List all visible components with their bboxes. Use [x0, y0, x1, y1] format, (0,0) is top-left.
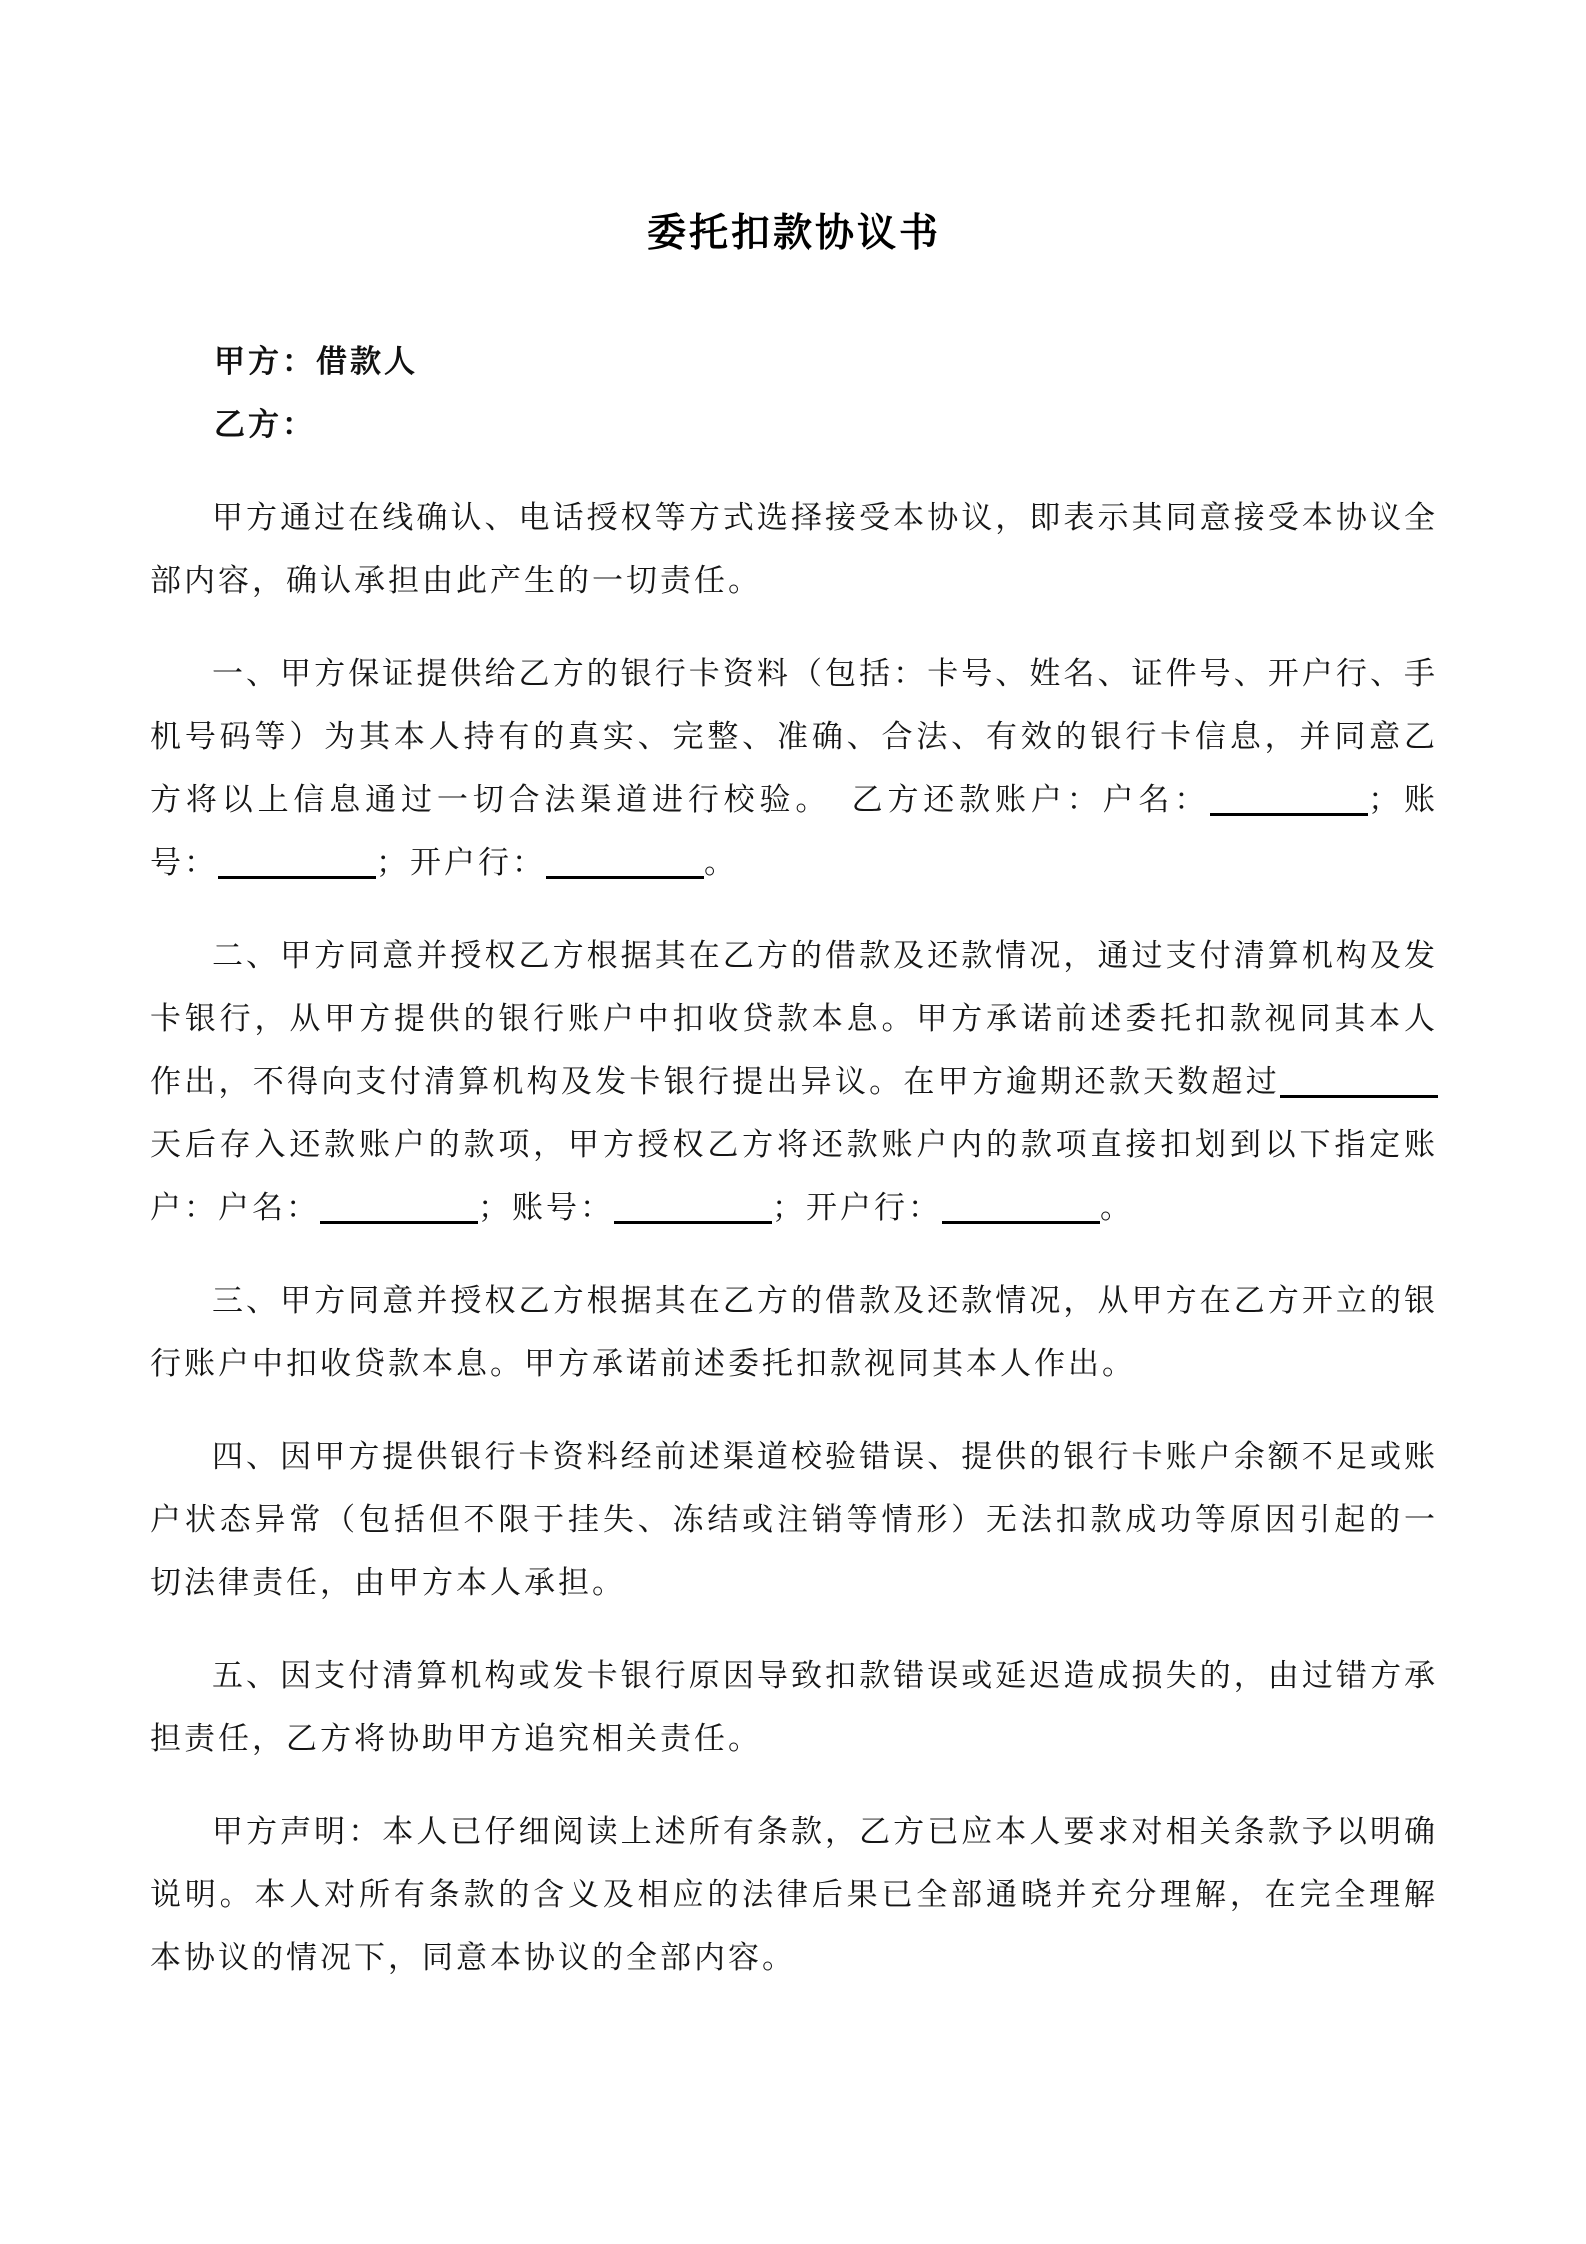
- paragraph-party-a-declaration: [150, 1800, 1438, 1989]
- paragraph-text: 天后存入还款账户的款项，甲方授权乙方将还款账户内的款项直接扣划到以下指定账户：户名：: [150, 1127, 1438, 1225]
- fill-in-blank: [320, 1193, 478, 1224]
- paragraph-text: ；开户行：: [376, 845, 546, 880]
- paragraph-clause-4: [150, 1425, 1438, 1614]
- paragraph-acceptance-intro: [150, 486, 1438, 612]
- party-b-line: 乙方：: [214, 407, 316, 442]
- paragraph-clause-1: [150, 642, 1438, 894]
- fill-in-blank: [546, 848, 704, 879]
- paragraph-text: 五、因支付清算机构或发卡银行原因导致扣款错误或延迟造成损失的，由过错方承担责任，乙方将协助甲方追究相关责任。: [150, 1658, 1438, 1756]
- paragraph-clause-5: [150, 1644, 1438, 1770]
- paragraph-text: 甲方声明：本人已仔细阅读上述所有条款，乙方已应本人要求对相关条款予以明确说明。本人对所有条款的含义及相应的法律后果已全部通晓并充分理解，在完全理解本协议的情况下，同意本协议的全部内容。: [150, 1814, 1438, 1975]
- paragraph-text: 三、甲方同意并授权乙方根据其在乙方的借款及还款情况，从甲方在乙方开立的银行账户中扣收贷款本息。甲方承诺前述委托扣款视同其本人作出。: [150, 1283, 1438, 1381]
- fill-in-blank: [1280, 1067, 1438, 1098]
- paragraph-text: 。: [1100, 1190, 1134, 1225]
- parties-block: [150, 330, 1438, 456]
- paragraph-text: 一、甲方保证提供给乙方的银行卡资料（包括：卡号、姓名、证件号、开户行、手机号码等）为其本人持有的真实、完整、准确、合法、有效的银行卡信息，并同意乙方将以上信息通过一切合法渠道进行校验。 乙方还款账户：户名：: [150, 656, 1438, 817]
- paragraph-text: ；开户行：: [772, 1190, 942, 1225]
- party-a-line: 甲方：借款人: [214, 344, 418, 379]
- paragraph-text: ；账号：: [150, 782, 1439, 880]
- paragraph-clause-3: [150, 1269, 1438, 1395]
- paragraph-text: ；账号：: [478, 1190, 614, 1225]
- paragraph-text: 二、甲方同意并授权乙方根据其在乙方的借款及还款情况，通过支付清算机构及发卡银行，从甲方提供的银行账户中扣收贷款本息。甲方承诺前述委托扣款视同其本人作出，不得向支付清算机构及发卡银行提出异议。在甲方逾期还款天数超过: [150, 938, 1438, 1099]
- paragraph-text: 甲方通过在线确认、电话授权等方式选择接受本协议，即表示其同意接受本协议全部内容，确认承担由此产生的一切责任。: [150, 500, 1438, 598]
- fill-in-blank: [218, 848, 376, 879]
- fill-in-blank: [942, 1193, 1100, 1224]
- fill-in-blank: [614, 1193, 772, 1224]
- fill-in-blank: [1210, 785, 1368, 816]
- paragraph-text: 四、因甲方提供银行卡资料经前述渠道校验错误、提供的银行卡账户余额不足或账户状态异常（包括但不限于挂失、冻结或注销等情形）无法扣款成功等原因引起的一切法律责任，由甲方本人承担。: [150, 1439, 1438, 1600]
- paragraph-text: 。: [704, 845, 738, 880]
- document-body: [150, 486, 1438, 1989]
- document-title: 委托扣款协议书: [646, 212, 941, 255]
- paragraph-clause-2: [150, 924, 1438, 1239]
